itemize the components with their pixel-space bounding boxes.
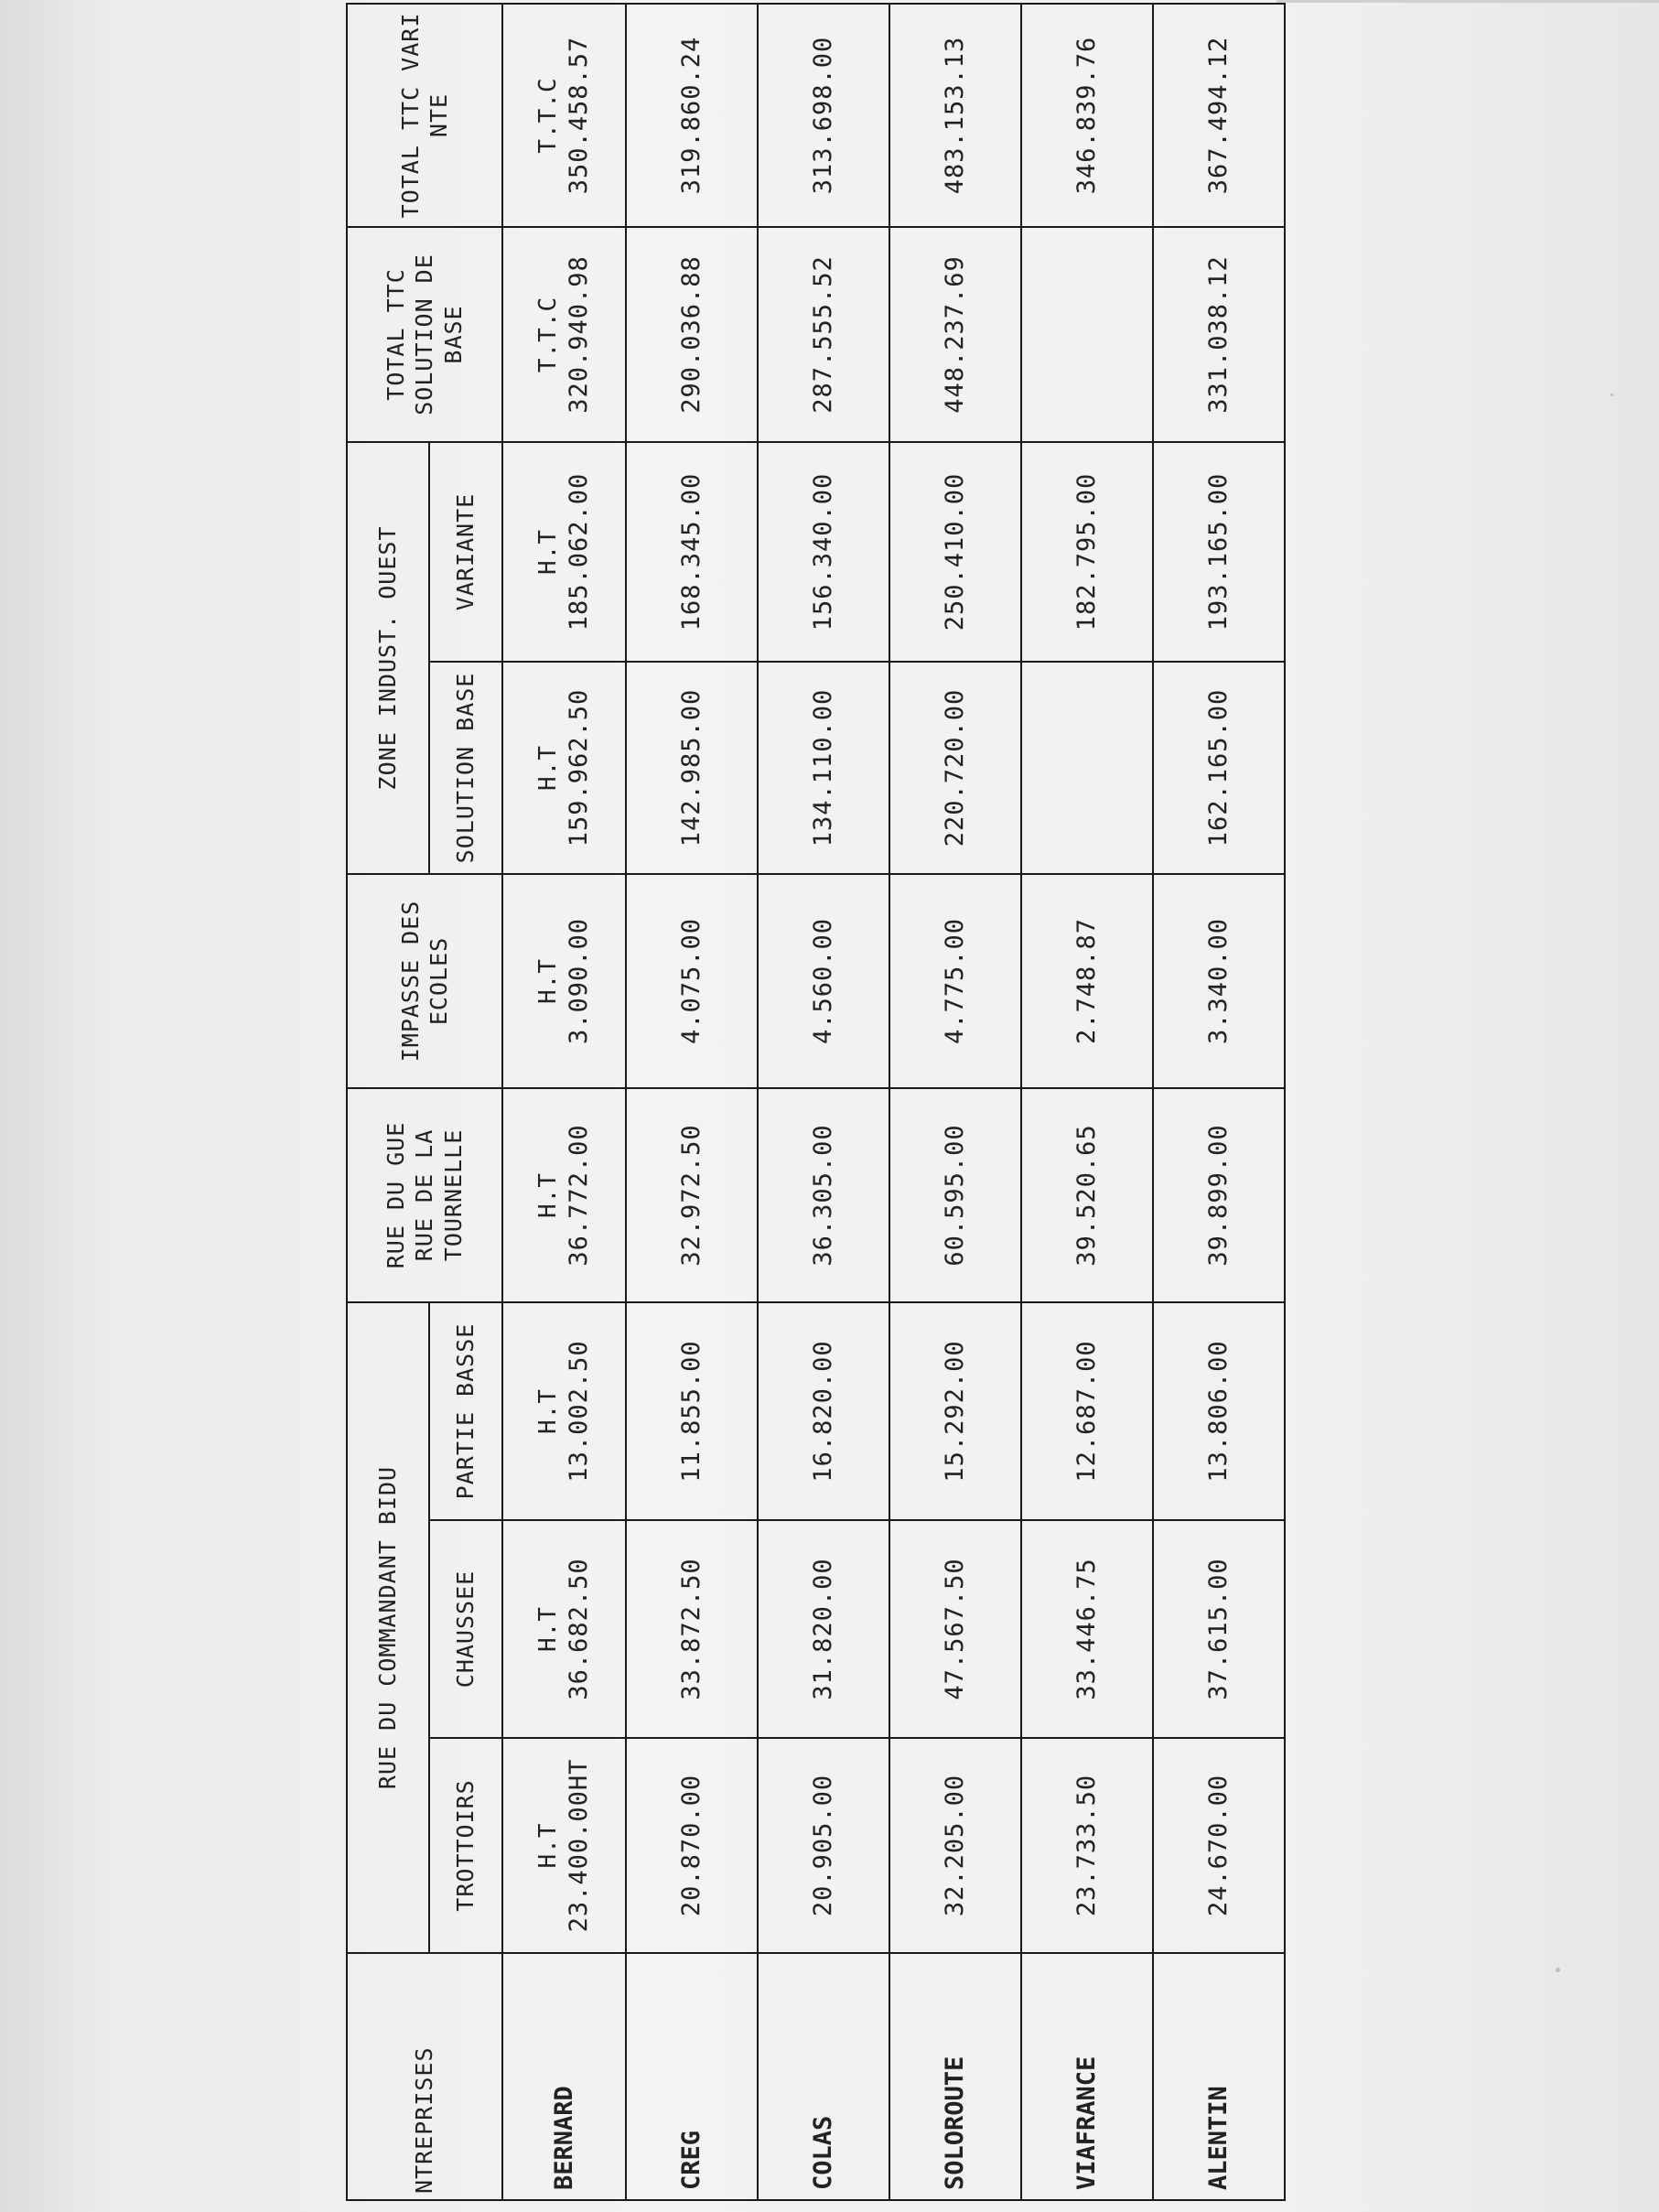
cell-partie-basse: 15.292.00 (889, 1302, 1021, 1520)
value: 185.062.00 (564, 472, 593, 631)
company-name: COLAS (758, 1953, 889, 2200)
cell-zone-base (502, 662, 626, 874)
header-impasse-des-ecoles: IMPASSE DES ECOLES (347, 874, 502, 1088)
header-chaussee: CHAUSSEE (429, 1520, 502, 1738)
scan-speck (1556, 1968, 1560, 1972)
cell-rue-du-gue (502, 1088, 626, 1302)
company-name: ALENTIN (1153, 1953, 1285, 2200)
header-trottoirs: TROTTOIRS (429, 1738, 502, 1953)
cell-chaussee: 47.567.50 (889, 1520, 1021, 1738)
cell-trottoirs: 24.670.00 (1153, 1738, 1285, 1953)
cell-partie-basse: 13.806.00 (1153, 1302, 1285, 1520)
cell-zone-variante: 250.410.00 (889, 442, 1021, 662)
cell-zone-variante: 168.345.00 (626, 442, 758, 662)
company-name: SOLOROUTE (889, 1953, 1021, 2200)
cell-impasse: 2.748.87 (1021, 874, 1153, 1088)
cell-zone-base: 162.165.00 (1153, 662, 1285, 874)
value: 36.772.00 (564, 1124, 593, 1267)
header-solution-base: SOLUTION BASE (429, 662, 502, 874)
value: 159.962.50 (564, 688, 593, 847)
cell-zone-base (1021, 662, 1153, 874)
cell-zone-base: 220.720.00 (889, 662, 1021, 874)
cell-chaussee (502, 1520, 626, 1738)
cell-partie-basse: 16.820.00 (758, 1302, 889, 1520)
cell-trottoirs: 20.870.00 (626, 1738, 758, 1953)
company-name: VIAFRANCE (1021, 1953, 1153, 2200)
unit-label: T.T.C (534, 296, 563, 373)
header-partie-basse: PARTIE BASSE (429, 1302, 502, 1520)
header-total-ttc-base: TOTAL TTC SOLUTION DE BASE (347, 227, 502, 442)
cell-chaussee: 33.872.50 (626, 1520, 758, 1738)
company-name: CREG (626, 1953, 758, 2200)
unit-label: H.T (534, 529, 563, 575)
header-rue-du-gue: RUE DU GUE RUE DE LA TOURNELLE (347, 1088, 502, 1302)
cell-total-variante: 313.698.00 (758, 4, 889, 227)
cell-total-base: 287.555.52 (758, 227, 889, 442)
cell-rue-du-gue: 60.595.00 (889, 1088, 1021, 1302)
cell-total-variante: 483.153.13 (889, 4, 1021, 227)
cell-trottoirs: 32.205.00 (889, 1738, 1021, 1953)
cell-rue-du-gue: 32.972.50 (626, 1088, 758, 1302)
cell-total-base (502, 227, 626, 442)
table-row (626, 4, 758, 2200)
cell-zone-base: 142.985.00 (626, 662, 758, 874)
tender-comparison-table (346, 5, 1275, 2201)
cell-trottoirs: 23.733.50 (1021, 1738, 1153, 1953)
cell-trottoirs: 20.905.00 (758, 1738, 889, 1953)
cell-impasse: 4.775.00 (889, 874, 1021, 1088)
cell-total-base: 448.237.69 (889, 227, 1021, 442)
value: 350.458.57 (564, 36, 593, 195)
cell-partie-basse: 12.687.00 (1021, 1302, 1153, 1520)
value: 23.400.00HT (564, 1758, 593, 1933)
cell-chaussee: 37.615.00 (1153, 1520, 1285, 1738)
cell-rue-du-gue: 39.899.00 (1153, 1088, 1285, 1302)
cell-rue-du-gue: 36.305.00 (758, 1088, 889, 1302)
cell-total-base: 290.036.88 (626, 227, 758, 442)
unit-label: H.T (534, 958, 563, 1004)
table-row (1153, 4, 1285, 2200)
unit-label: H.T (534, 1822, 563, 1869)
cell-zone-variante: 182.795.00 (1021, 442, 1153, 662)
company-name: BERNARD (502, 1953, 626, 2200)
unit-label: H.T (534, 1388, 563, 1434)
cell-trottoirs (502, 1738, 626, 1953)
cell-impasse: 3.340.00 (1153, 874, 1285, 1088)
value: 36.682.50 (564, 1558, 593, 1700)
cell-impasse: 4.560.00 (758, 874, 889, 1088)
header-total-ttc-variante: TOTAL TTC VARI NTE (347, 4, 502, 227)
cell-zone-variante: 193.165.00 (1153, 442, 1285, 662)
cell-zone-base: 134.110.00 (758, 662, 889, 874)
cell-chaussee: 31.820.00 (758, 1520, 889, 1738)
cell-total-variante: 367.494.12 (1153, 4, 1285, 227)
cell-total-base (1021, 227, 1153, 442)
header-zone-indust-ouest: ZONE INDUST. OUEST (347, 442, 429, 874)
cell-impasse (502, 874, 626, 1088)
header-variante: VARIANTE (429, 442, 502, 662)
header-entreprises: NTREPRISES (347, 1953, 502, 2200)
value: 3.090.00 (564, 917, 593, 1045)
cell-zone-variante (502, 442, 626, 662)
cell-impasse: 4.075.00 (626, 874, 758, 1088)
table-row (502, 4, 626, 2200)
unit-label: H.T (534, 1172, 563, 1218)
cell-partie-basse (502, 1302, 626, 1520)
table-row (889, 4, 1021, 2200)
unit-label: T.T.C (534, 77, 563, 154)
cell-total-variante (502, 4, 626, 227)
cell-total-variante: 319.860.24 (626, 4, 758, 227)
cell-zone-variante: 156.340.00 (758, 442, 889, 662)
page-edge-line (1277, 0, 1659, 3)
header-rue-commandant-bidu: RUE DU COMMANDANT BIDU (347, 1302, 429, 1953)
cell-total-base: 331.038.12 (1153, 227, 1285, 442)
value: 13.002.50 (564, 1340, 593, 1483)
cell-rue-du-gue: 39.520.65 (1021, 1088, 1153, 1302)
unit-label: H.T (534, 745, 563, 791)
cell-partie-basse: 11.855.00 (626, 1302, 758, 1520)
cell-chaussee: 33.446.75 (1021, 1520, 1153, 1738)
scan-speck (1611, 394, 1613, 396)
unit-label: H.T (534, 1606, 563, 1652)
table-row (758, 4, 889, 2200)
value: 320.940.98 (564, 255, 593, 414)
table-row (1021, 4, 1153, 2200)
cell-total-variante: 346.839.76 (1021, 4, 1153, 227)
